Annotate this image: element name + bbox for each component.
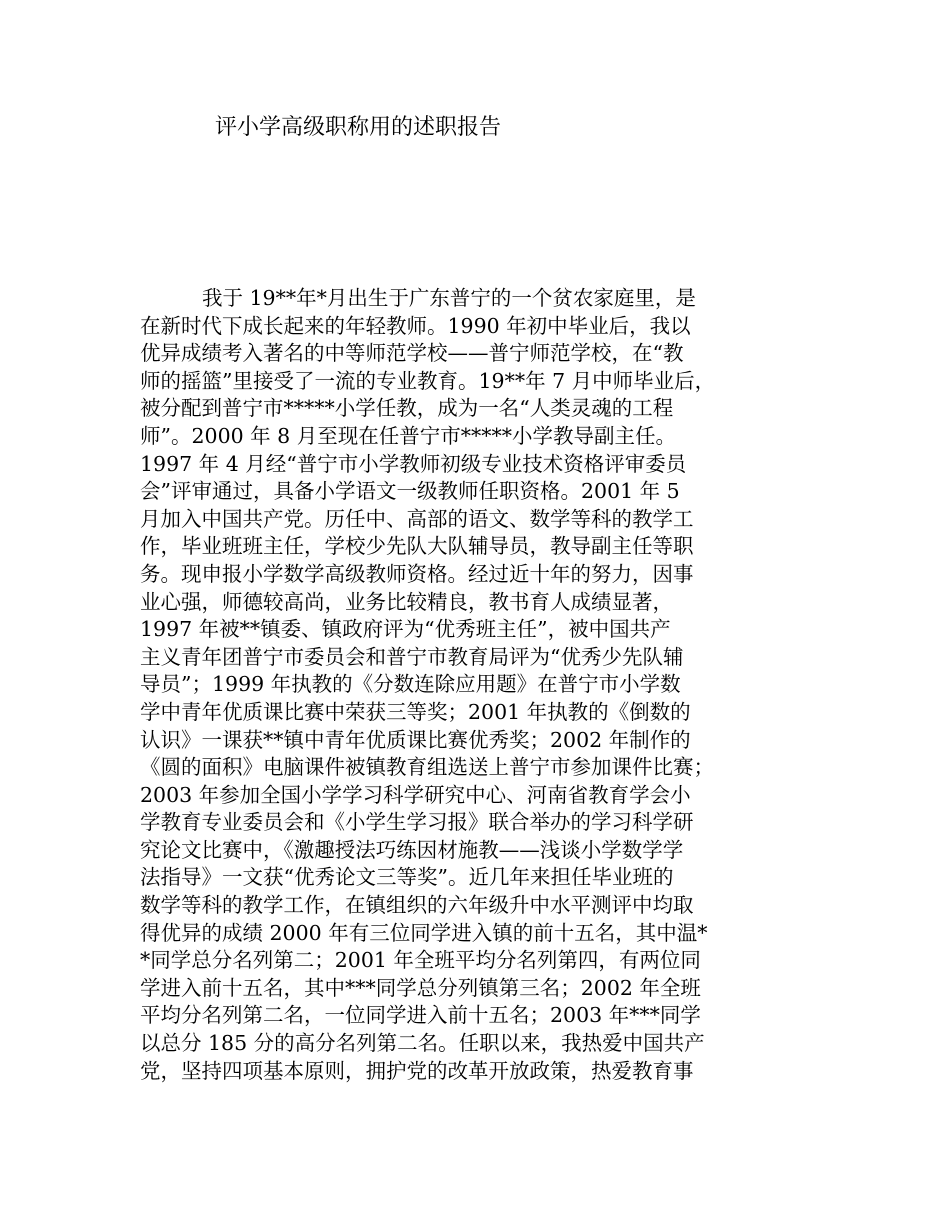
- body-line: *同学总分名列第二；2001 年全班平均分名列第四，有两位同: [140, 948, 701, 973]
- body-line: 业心强，师德较高尚，业务比较精良，教书育人成绩显著，: [140, 589, 673, 614]
- body-line: 学教育专业委员会和《小学生学习报》联合举办的学习科学研: [140, 810, 694, 835]
- body-line: 法指导》一文获“优秀论文三等奖”。近几年来担任毕业班的: [140, 865, 674, 890]
- body-line: 优异成绩考入著名的中等师范学校——普宁师范学校，在“教: [140, 341, 684, 366]
- body-line: 认识》一课获**镇中青年优质课比赛优秀奖；2002 年制作的: [140, 727, 691, 752]
- body-line: 学中青年优质课比赛中荣获三等奖；2001 年执教的《倒数的: [140, 699, 691, 724]
- body-line: 作，毕业班班主任，学校少先队大队辅导员，教导副主任等职: [140, 534, 694, 559]
- body-line: 在新时代下成长起来的年轻教师。1990 年初中毕业后，我以: [140, 313, 691, 338]
- body-line: 师”。2000 年 8 月至现在任普宁市*****小学教导副主任。: [140, 423, 676, 448]
- body-line: 以总分 185 分的高分名列第二名。任职以来，我热爱中国共产: [140, 1031, 705, 1056]
- body-line: 《圆的面积》电脑课件被镇教育组选送上普宁市参加课件比赛；: [140, 755, 714, 780]
- body-line: 被分配到普宁市*****小学任教，成为一名“人类灵魂的工程: [140, 396, 674, 421]
- body-line: 1997 年被**镇委、镇政府评为“优秀班主任”，被中国共产: [140, 617, 671, 642]
- body-line: 数学等科的教学工作，在镇组织的六年级升中水平测评中均取: [140, 893, 694, 918]
- body-line: 学进入前十五名，其中***同学总分列镇第三名；2002 年全班: [140, 975, 701, 1000]
- body-line: 主义青年团普宁市委员会和普宁市教育局评为“优秀少先队辅: [140, 644, 684, 669]
- body-line: 我于 19**年*月出生于广东普宁的一个贫农家庭里，是: [202, 286, 696, 310]
- body-line: 党，坚持四项基本原则，拥护党的改革开放政策，热爱教育事: [140, 1058, 694, 1083]
- body-line: 师的摇篮”里接受了一流的专业教育。19**年 7 月中师毕业后，: [140, 368, 716, 393]
- body-line: 究论文比赛中，《激趣授法巧练因材施教——浅谈小学数学学: [140, 837, 684, 862]
- body-line: 2003 年参加全国小学学习科学研究中心、河南省教育学会小: [140, 782, 691, 807]
- document-body: [140, 285, 840, 1085]
- document-title: 评小学高级职称用的述职报告: [215, 115, 502, 140]
- body-line: 平均分名列第二名，一位同学进入前十五名；2003 年***同学: [140, 1003, 701, 1028]
- body-line: 月加入中国共产党。历任中、高部的语文、数学等科的教学工: [140, 506, 694, 531]
- body-line: 会”评审通过，具备小学语文一级教师任职资格。2001 年 5: [140, 479, 680, 504]
- body-line: 得优异的成绩 2000 年有三位同学进入镇的前十五名，其中温*: [140, 920, 708, 945]
- body-line: 务。现申报小学数学高级教师资格。经过近十年的努力，因事: [140, 561, 694, 586]
- body-line: 1997 年 4 月经“普宁市小学教师初级专业技术资格评审委员: [140, 451, 687, 476]
- body-line: 导员”；1999 年执教的《分数连除应用题》在普宁市小学数: [140, 672, 681, 697]
